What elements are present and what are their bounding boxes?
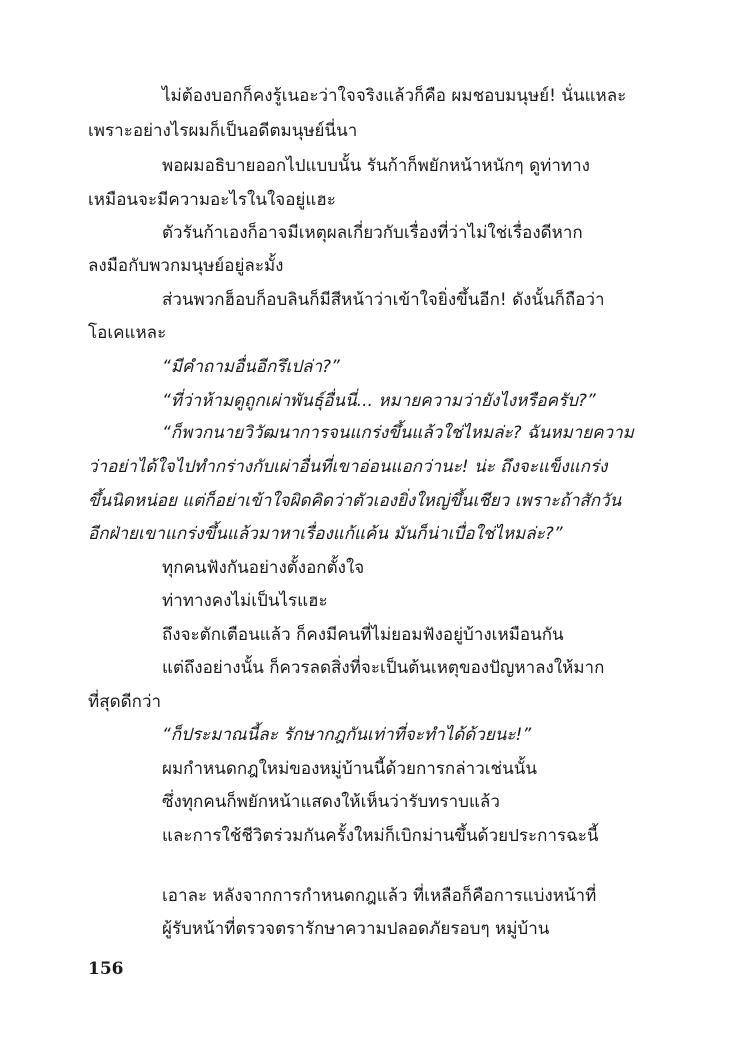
text-line: เพราะอย่างไรผมก็เป็นอดีตมนุษย์นี่นา [88,121,358,141]
text-line: พอผมอธิบายออกไปแบบนั้น รันก้าก็พยักหน้าหนักๆ ดูท่าทาง [162,156,590,176]
page-number: 156 [88,959,124,979]
text-line: ถึงจะตักเตือนแล้ว ก็คงมีคนที่ไม่ยอมฟังอยู่บ้างเหมือนกัน [162,625,564,645]
dialogue-line: ว่าอย่าได้ใจไปทำกร่างกับเผ่าอื่นที่เขาอ่อนแอกว่านะ! น่ะ ถึงจะแข็งแกร่ง [88,457,608,477]
text-line: เหมือนจะมีความอะไรในใจอยู่แฮะ [88,190,336,210]
text-line: ทุกคนฟังกันอย่างตั้งอกตั้งใจ [162,558,365,578]
dialogue-line: “ก็ประมาณนี้ละ รักษากฎกันเท่าที่จะทำได้ด้วยนะ!” [162,725,532,745]
text-line: ผมกำหนดกฎใหม่ของหมู่บ้านนี้ด้วยการกล่าวเช่นนั้น [162,759,537,779]
dialogue-line: “มีคำถามอื่นอีกรึเปล่า?” [162,357,340,377]
text-line: ที่สุดดีกว่า [88,692,162,712]
text-line: ผู้รับหน้าที่ตรวจตรารักษาความปลอดภัยรอบๆ หมู่บ้าน [162,919,550,939]
text-line: ซึ่งทุกคนก็พยักหน้าแสดงให้เห็นว่ารับทราบแล้ว [162,792,500,812]
text-line: เอาละ หลังจากการกำหนดกฎแล้ว ที่เหลือก็คือการแบ่งหน้าที่ [162,886,597,906]
dialogue-line: อีกฝ่ายเขาแกร่งขึ้นแล้วมาหาเรื่องแก้แค้น มันก็น่าเบื่อใช่ไหมล่ะ?” [88,524,563,544]
text-line: ส่วนพวกฮ็อบก็อบลินก็มีสีหน้าว่าเข้าใจยิ่งขึ้นอีก! ดังนั้นก็ถือว่า [162,290,605,310]
dialogue-line: ขึ้นนิดหน่อย แต่ก็อย่าเข้าใจผิดคิดว่าตัวเองยิ่งใหญ่ขึ้นเชียว เพราะถ้าสักวัน [88,491,622,511]
dialogue-line: “ที่ว่าห้ามดูถูกเผ่าพันธุ์อื่นนี่... หมายความว่ายังไงหรือครับ?” [162,391,596,411]
dialogue-line: “ก็พวกนายวิวัฒนาการจนแกร่งขึ้นแล้วใช่ไหมล่ะ? ฉันหมายความ [162,423,634,443]
text-line: โอเคแหละ [88,323,167,343]
text-line: ไม่ต้องบอกก็คงรู้เนอะว่าใจจริงแล้วก็คือ ผมชอบมนุษย์! นั่นแหละ [162,86,627,106]
text-line: ท่าทางคงไม่เป็นไรแฮะ [162,591,328,611]
text-line: ตัวรันก้าเองก็อาจมีเหตุผลเกี่ยวกับเรื่องที่ว่าไม่ใช่เรื่องดีหาก [162,223,583,243]
text-line: แต่ถึงอย่างนั้น ก็ควรลดสิ่งที่จะเป็นต้นเหตุของปัญหาลงให้มาก [162,658,605,678]
text-line: ลงมือกับพวกมนุษย์อยู่ละมั้ง [88,256,284,276]
text-line: และการใช้ชีวิตร่วมกันครั้งใหม่ก็เบิกม่านขึ้นด้วยประการฉะนี้ [162,826,599,846]
